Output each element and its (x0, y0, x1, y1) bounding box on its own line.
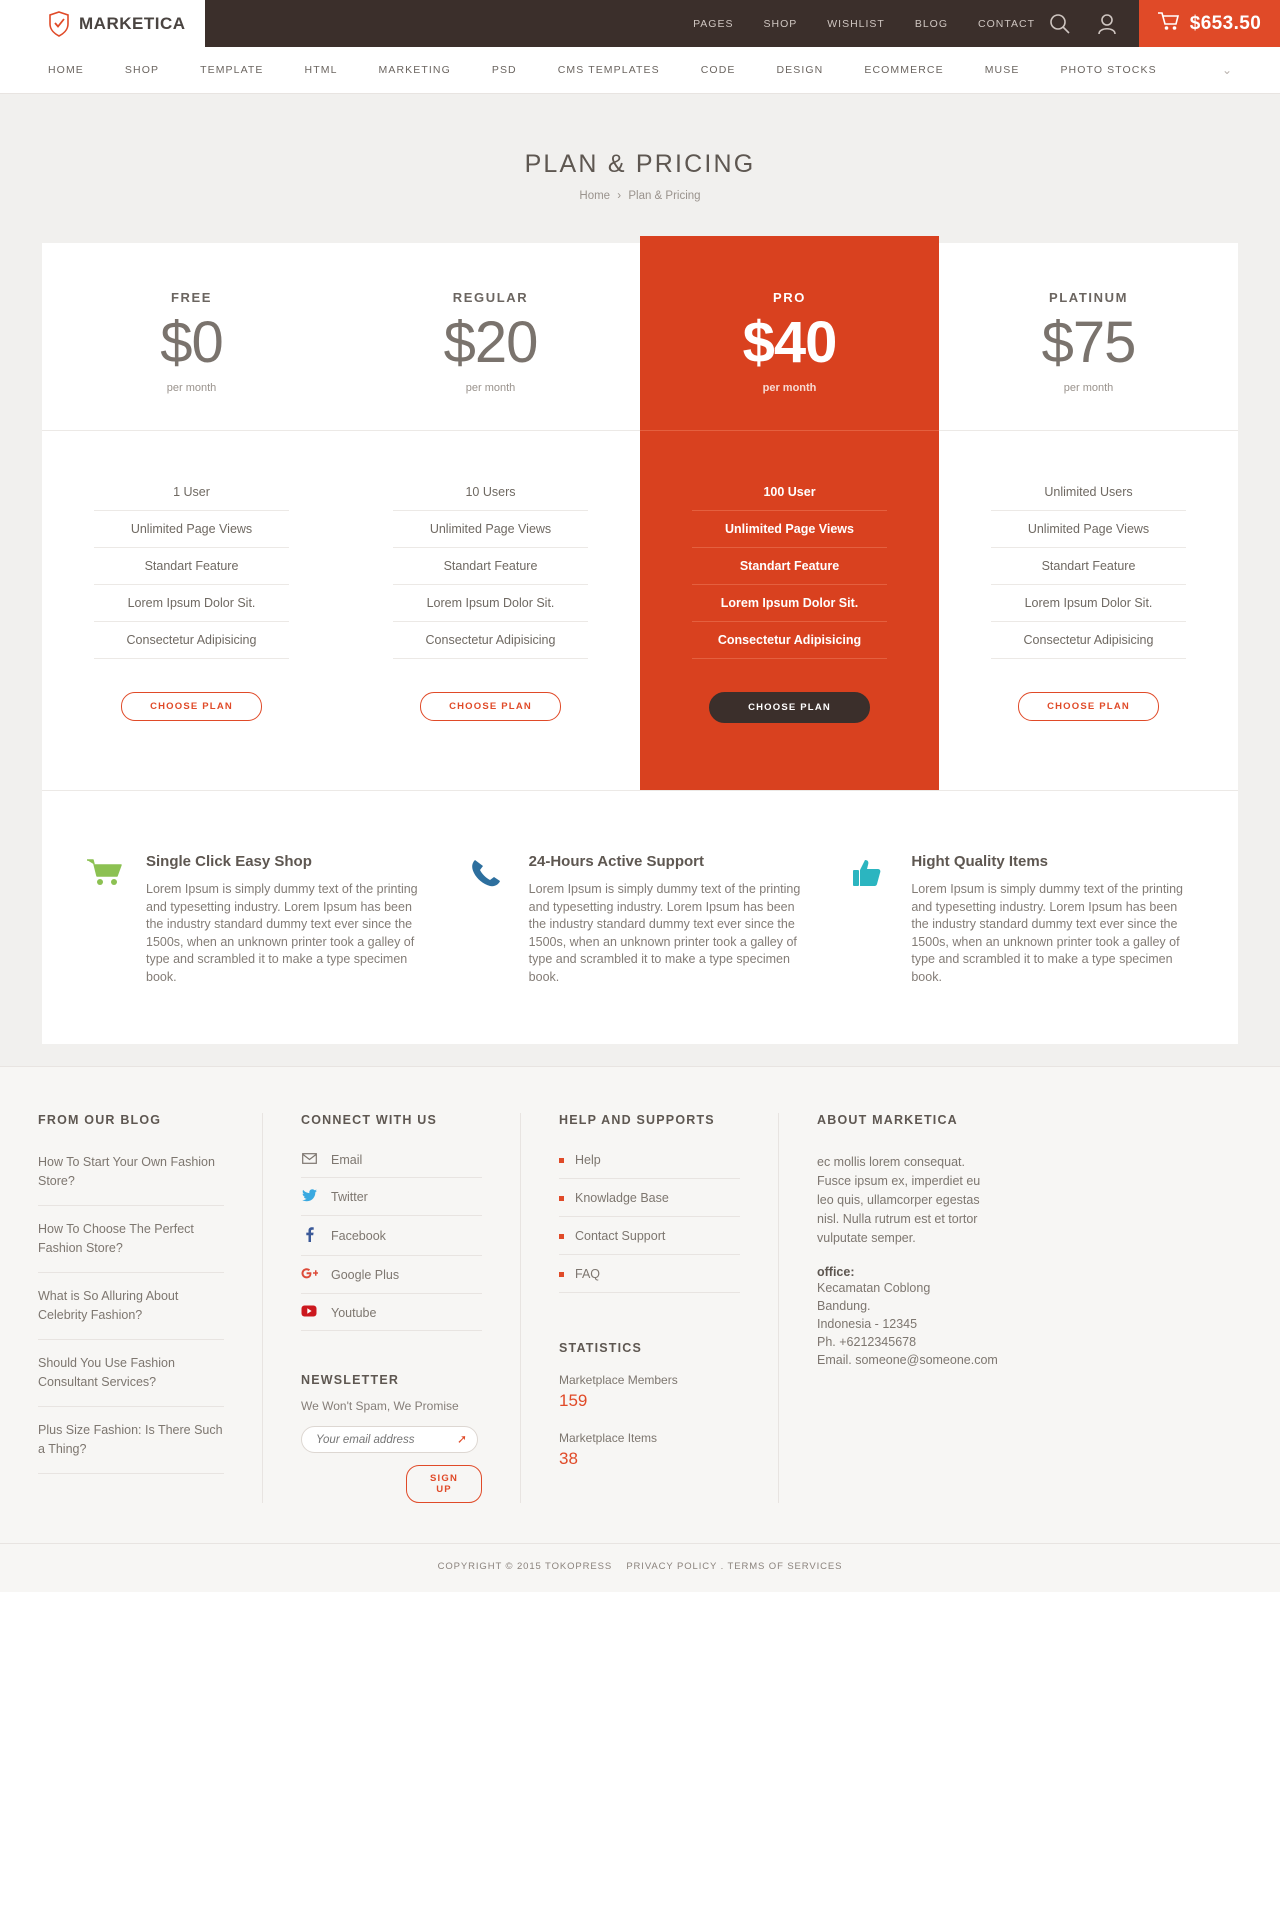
help-label: Contact Support (575, 1229, 666, 1243)
plan-price: $20 (443, 310, 538, 375)
thumbs-up-icon (851, 853, 891, 986)
footer-blog-title: FROM OUR BLOG (38, 1113, 162, 1127)
cart-amount: $653.50 (1189, 12, 1262, 34)
footer-blog-item[interactable]: Should You Use Fashion Consultant Services? (38, 1354, 224, 1407)
plan-feature: Lorem Ipsum Dolor Sit. (94, 585, 289, 622)
main-nav-item-cms-templates[interactable]: CMS TEMPLATES (557, 64, 660, 76)
top-nav-item-blog[interactable]: BLOG (914, 17, 949, 30)
plan-period: per month (166, 382, 217, 394)
main-nav-item-template[interactable]: TEMPLATE (200, 64, 264, 76)
feature-24-hours-active-support (469, 853, 812, 986)
newsletter-input-wrap (301, 1426, 478, 1453)
features-strip (42, 790, 1238, 1044)
footer-help-column (520, 1113, 778, 1503)
footer-blog-item[interactable]: How To Choose The Perfect Fashion Store? (38, 1220, 224, 1273)
plan-price: $75 (1041, 310, 1136, 375)
social-link-facebook[interactable] (301, 1227, 482, 1256)
newsletter-title: NEWSLETTER (301, 1373, 400, 1387)
help-link-knowledge-base[interactable] (559, 1191, 740, 1217)
bullet-icon (559, 1158, 564, 1163)
footer-about-column (778, 1113, 1280, 1503)
plan-name: PLATINUM (1049, 290, 1128, 305)
plan-feature: Standart Feature (991, 548, 1186, 585)
envelope-icon (301, 1153, 317, 1167)
top-nav-item-contact[interactable]: CONTACT (978, 17, 1035, 30)
footer-spacer (0, 1044, 1280, 1066)
feature-hight-quality-items (851, 853, 1194, 986)
plan-feature: Lorem Ipsum Dolor Sit. (692, 585, 887, 622)
plan-feature: Consectetur Adipisicing (692, 622, 887, 659)
feature-body (911, 853, 1194, 986)
shopping-cart-icon (86, 853, 126, 986)
social-link-youtube[interactable] (301, 1305, 482, 1331)
help-label: FAQ (575, 1267, 601, 1281)
plan-head (640, 236, 939, 431)
choose-plan-button-platinum[interactable]: CHOOSE PLAN (1018, 692, 1159, 721)
bullet-icon (559, 1234, 564, 1239)
office-line: Bandung. (817, 1299, 871, 1313)
pricing-panel (42, 243, 1238, 1044)
main-nav-item-design[interactable]: DESIGN (776, 64, 824, 76)
brand-logo[interactable] (0, 0, 205, 47)
choose-plan-button-regular[interactable]: CHOOSE PLAN (420, 692, 561, 721)
plan-name: FREE (170, 290, 213, 305)
main-nav-item-shop[interactable]: SHOP (124, 64, 160, 76)
statistic-label-members: Marketplace Members (559, 1373, 678, 1387)
main-nav (0, 47, 1280, 94)
feature-single-click-easy-shop (86, 853, 429, 986)
page-header (0, 94, 1280, 202)
about-text: ec mollis lorem consequat. Fusce ipsum ex, imperdiet eu leo quis, ullamcorper egestas nisl. Nulla rutrum est et tortor vulputate semper. (817, 1155, 981, 1245)
plan-price: $40 (742, 310, 837, 375)
top-nav-item-pages[interactable]: PAGES (693, 17, 734, 30)
feature-body (146, 853, 429, 986)
plan-period: per month (1063, 382, 1114, 394)
pricing-plan-platinum (939, 243, 1238, 790)
plan-feature: Unlimited Page Views (393, 511, 588, 548)
pricing-plan-pro (640, 236, 939, 790)
cart-icon (1158, 11, 1180, 36)
plan-name: PRO (773, 290, 806, 305)
main-nav-item-ecommerce[interactable]: ECOMMERCE (864, 64, 944, 76)
footer-connect-column (262, 1113, 520, 1503)
plan-feature: 10 Users (393, 485, 588, 511)
newsletter-subtitle: We Won't Spam, We Promise (301, 1399, 459, 1413)
main-nav-item-psd[interactable]: PSD (491, 64, 517, 76)
plan-feature: Consectetur Adipisicing (991, 622, 1186, 659)
plan-feature: 1 User (94, 485, 289, 511)
main-nav-item-home[interactable]: HOME (48, 64, 84, 76)
plan-feature: Unlimited Users (991, 485, 1186, 511)
plan-feature: Standart Feature (94, 548, 289, 585)
main-nav-item-html[interactable]: HTML (304, 64, 338, 76)
plan-period: per month (465, 382, 516, 394)
feature-body (529, 853, 812, 986)
help-link-faq[interactable] (559, 1267, 740, 1293)
plan-feature: Standart Feature (692, 548, 887, 585)
footer-help-title: HELP AND SUPPORTS (559, 1113, 715, 1127)
statistics-title: STATISTICS (559, 1341, 643, 1355)
copyright-text: COPYRIGHT © 2015 TOKOPRESS (437, 1561, 613, 1572)
feature-title: 24-Hours Active Support (528, 853, 704, 870)
choose-plan-button-free[interactable]: CHOOSE PLAN (121, 692, 262, 721)
social-label: Youtube (331, 1305, 377, 1320)
plan-feature: Unlimited Page Views (991, 511, 1186, 548)
feature-text: Lorem Ipsum is simply dummy text of the printing and typesetting industry. Lorem Ipsum has been the industry standard dummy text ever since the 1500s, when an unknown printer took a galley of type and scrambled it to make a type specimen book. (146, 882, 418, 984)
statistic-value-items: 38 (559, 1449, 578, 1468)
social-link-twitter[interactable] (301, 1189, 482, 1216)
social-label: Google Plus (331, 1268, 400, 1282)
phone-icon (469, 853, 509, 986)
statistic-value-members: 159 (559, 1391, 588, 1410)
breadcrumb-separator: › (617, 190, 622, 202)
footer-blog-item[interactable]: What is So Alluring About Celebrity Fashion? (38, 1287, 224, 1340)
top-nav (205, 0, 1049, 47)
statistic-label-items: Marketplace Items (559, 1431, 658, 1445)
footer-blog-item[interactable]: How To Start Your Own Fashion Store? (38, 1153, 224, 1206)
bullet-icon (559, 1196, 564, 1201)
send-arrow-icon[interactable]: ➚ (456, 1432, 467, 1446)
social-link-email[interactable] (301, 1153, 482, 1178)
plan-feature: Standart Feature (393, 548, 588, 585)
top-icon-group (1049, 0, 1139, 47)
help-label: Knowladge Base (575, 1191, 669, 1205)
copyright-bar (0, 1543, 1280, 1592)
main-nav-item-muse[interactable]: MUSE (984, 64, 1020, 76)
youtube-icon (301, 1305, 317, 1320)
pricing-plans (42, 243, 1238, 790)
search-icon[interactable] (1049, 13, 1071, 35)
social-label: Email (331, 1153, 363, 1167)
feature-text: Lorem Ipsum is simply dummy text of the printing and typesetting industry. Lorem Ipsum has been the industry standard dummy text ever since the 1500s, when an unknown printer took a galley of type and scrambled it to make a type specimen book. (911, 882, 1183, 984)
plan-head (939, 243, 1238, 431)
help-link-help[interactable] (559, 1153, 740, 1179)
office-line: Indonesia - 12345 (817, 1317, 918, 1331)
google-plus-icon (301, 1267, 317, 1283)
facebook-icon (301, 1227, 317, 1245)
breadcrumb (0, 190, 1280, 202)
footer (0, 1066, 1280, 1503)
pricing-section (0, 202, 1280, 1044)
help-link-contact-support[interactable] (559, 1229, 740, 1255)
main-nav-item-marketing[interactable]: MARKETING (378, 64, 451, 76)
plan-feature: Lorem Ipsum Dolor Sit. (393, 585, 588, 622)
choose-plan-button-pro[interactable]: CHOOSE PLAN (709, 692, 870, 723)
plan-body (341, 431, 640, 781)
plan-feature: Unlimited Page Views (692, 511, 887, 548)
shield-check-logo-icon (48, 11, 70, 37)
plan-name: REGULAR (452, 290, 529, 305)
top-nav-item-wishlist[interactable]: WISHLIST (827, 17, 885, 30)
social-link-google-plus[interactable] (301, 1267, 482, 1294)
top-nav-item-shop[interactable]: SHOP (763, 17, 798, 30)
cart-button[interactable] (1139, 0, 1280, 47)
footer-bottom-spacer (0, 1503, 1280, 1543)
office-line-email: Email. someone@someone.com (817, 1353, 998, 1367)
top-bar (0, 0, 1280, 47)
plan-period: per month (762, 382, 817, 394)
pricing-plan-regular (341, 243, 640, 790)
plan-feature: Lorem Ipsum Dolor Sit. (991, 585, 1186, 622)
main-nav-item-photo-stocks[interactable]: PHOTO STOCKS (1060, 64, 1157, 76)
plan-head (42, 243, 341, 431)
chevron-down-icon[interactable]: ⌄ (1221, 63, 1232, 77)
pricing-plan-free (42, 243, 341, 790)
breadcrumb-current: Plan & Pricing (628, 190, 701, 202)
footer-blog-item[interactable]: Plus Size Fashion: Is There Such a Thing? (38, 1421, 224, 1474)
help-label: Help (575, 1153, 601, 1167)
plan-body (939, 431, 1238, 781)
copyright-links[interactable]: PRIVACY POLICY . TERMS OF SERVICES (626, 1561, 843, 1572)
newsletter-signup-button[interactable]: SIGN UP (406, 1465, 482, 1503)
brand-name: MARKETICA (79, 13, 186, 33)
office-line: Ph. +6212345678 (817, 1335, 917, 1349)
office-line: Kecamatan Coblong (817, 1281, 931, 1295)
plan-head (341, 243, 640, 431)
feature-title: Single Click Easy Shop (146, 853, 312, 870)
plan-feature: Unlimited Page Views (94, 511, 289, 548)
twitter-icon (301, 1189, 317, 1205)
feature-title: Hight Quality Items (911, 853, 1049, 870)
feature-text: Lorem Ipsum is simply dummy text of the printing and typesetting industry. Lorem Ipsum has been the industry standard dummy text ever since the 1500s, when an unknown printer took a galley of type and scrambled it to make a type specimen book. (528, 882, 801, 984)
main-nav-item-code[interactable]: CODE (700, 64, 736, 76)
plan-price: $0 (160, 310, 223, 375)
footer-blog-column (0, 1113, 262, 1503)
plan-body (42, 431, 341, 781)
page-title: PLAN & PRICING (524, 150, 756, 178)
office-label: office: (817, 1265, 855, 1279)
plan-body (640, 431, 939, 783)
social-label: Facebook (331, 1229, 386, 1243)
featured-plan-tail (640, 783, 939, 790)
plan-feature: Consectetur Adipisicing (94, 622, 289, 659)
footer-about-title: ABOUT MARKETICA (817, 1113, 958, 1127)
footer-connect-title: CONNECT WITH US (301, 1113, 438, 1127)
bullet-icon (559, 1272, 564, 1277)
user-account-icon[interactable] (1097, 13, 1117, 35)
breadcrumb-home[interactable]: Home (579, 190, 611, 202)
plan-feature: Consectetur Adipisicing (393, 622, 588, 659)
social-label: Twitter (331, 1190, 368, 1204)
plan-feature: 100 User (692, 485, 887, 511)
newsletter-email-input[interactable] (301, 1426, 478, 1453)
